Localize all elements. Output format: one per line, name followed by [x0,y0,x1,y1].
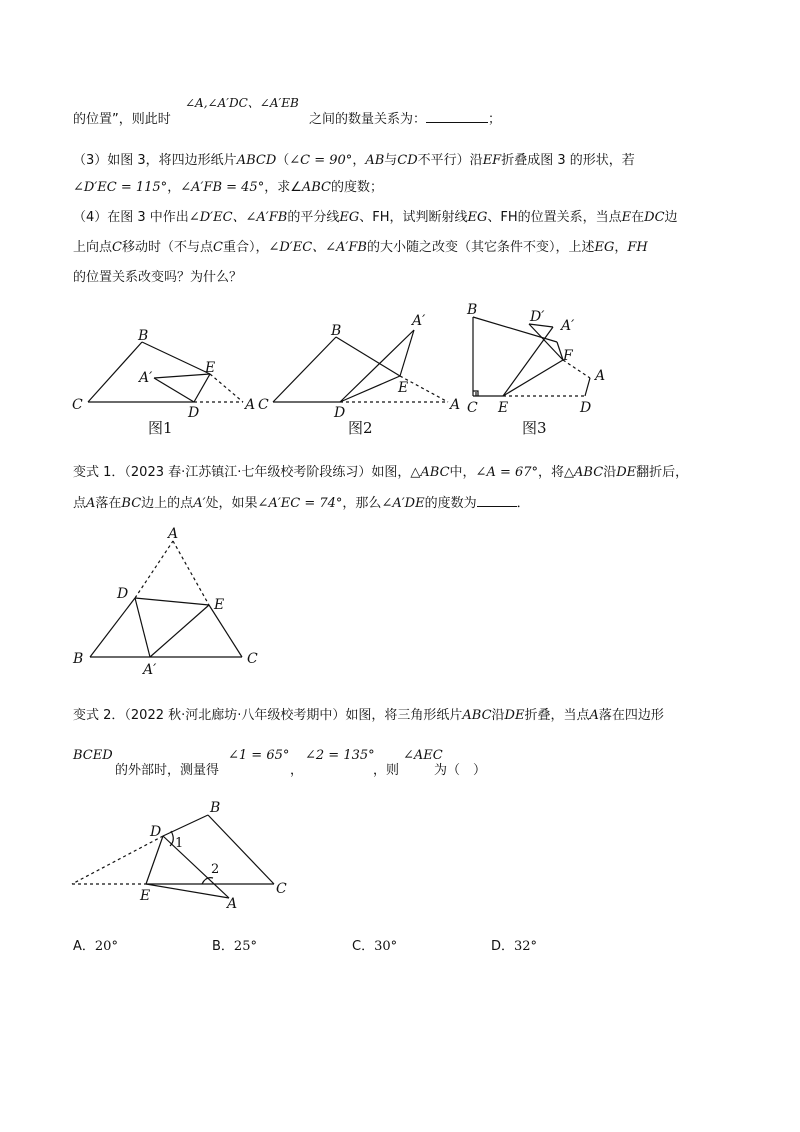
fig3-caption: 图3 [522,419,547,437]
v2-label-D: D [150,824,162,840]
text: 、FH的位置关系，当点 [487,210,622,225]
fig1-label-B: B [138,328,149,344]
math: △ABC [410,465,450,480]
text: ，求∠ [264,180,302,195]
fig3-label-C: C [467,400,478,416]
math: DE [616,465,637,480]
text: 的度数； [331,180,384,195]
fig2-caption: 图2 [348,419,373,437]
v2-label-A: A [227,896,238,912]
option-value: 30° [374,939,398,954]
text: （4）在图 3 中作出 [73,210,189,225]
text: ， [352,153,366,168]
text: 变式 1．（2023 春·江苏镇江·七年级校考阶段练习）如图， [73,465,411,480]
v2-ang: ∠AEC [403,748,443,763]
text: ， [167,180,181,195]
text: 沿 [491,708,505,723]
fig1-label-C: C [72,397,83,413]
text: 的平分线 [287,210,340,225]
fig1-label-D: D [188,405,200,421]
text: 点 [73,496,87,511]
fig3-label-E: E [498,400,509,416]
text: 重合）， [222,240,269,255]
option-a[interactable] [73,935,118,954]
fig3-label-A1: A′ [561,318,575,334]
text: （ [276,153,290,168]
q2-prefix: 的位置”，则此时 [73,112,171,127]
math: A [589,708,599,723]
text: 处，如果 [205,496,258,511]
text: 中， [449,465,476,480]
v2-line-2b: ，则 [373,763,400,778]
v2-label-E: E [140,888,151,904]
text: 边上的点 [141,496,194,511]
option-d[interactable] [491,935,537,954]
v1-label-B: B [73,651,84,667]
fig2-label-C: C [258,397,269,413]
figure-2 [273,330,448,402]
fig1-label-A: A [245,397,256,413]
math: EG [467,210,488,225]
fig3-label-D1: D′ [530,309,545,325]
fig1-caption: 图1 [148,419,173,437]
option-c[interactable] [352,935,397,954]
option-value: 20° [94,939,118,954]
figure-1 [88,342,243,402]
text: 的度数为 [424,496,477,511]
fig1-label-E: E [205,360,216,376]
option-b[interactable] [212,935,257,954]
v2-cond2: ∠2 = 135° [305,748,375,763]
fig2-label-E: E [398,380,409,396]
math: BC [121,496,142,511]
math: ∠A = 67° [475,465,539,480]
v2-line-1 [73,708,664,724]
text: 不平行）沿 [417,153,483,168]
fig3-label-A: A [595,368,606,384]
v2-sep: ， [290,763,304,778]
option-label: A． [73,939,95,954]
q2-end: ； [488,112,502,127]
text: 折叠，当点 [524,708,590,723]
v1-label-D: D [117,586,129,602]
math: ∠D′EC、∠A′FB [268,240,367,255]
v1-line-1 [73,465,688,481]
math: A [86,496,96,511]
option-label: B． [212,939,234,954]
math: E [621,210,632,225]
text: 落在 [95,496,122,511]
fig2-label-A1: A′ [412,313,426,329]
math: FH [627,240,648,255]
v2-label-2: 2 [211,862,220,877]
v2-line-2c: 为（ ） [434,763,487,778]
math: DC [644,210,665,225]
math: EG [594,240,615,255]
v2-bced: BCED [73,748,113,763]
text: 、FH，试判断射线 [359,210,468,225]
math: AB [365,153,385,168]
text: 翻折后， [636,465,689,480]
v1-label-A: A [168,526,179,542]
math: ∠D′EC、∠A′FB [188,210,288,225]
q2-suffix: 之间的数量关系为： [309,112,427,127]
text: 的大小随之改变（其它条件不变），上述 [366,240,595,255]
math: ABC [301,180,332,195]
text: 与 [384,153,398,168]
fig2-label-B: B [331,323,342,339]
math: ∠A′DE [381,496,425,511]
text: （3）如图 3，将四边形纸片 [73,153,237,168]
text: 变式 2．（2022 秋·河北廊坊·八年级校考期中）如图，将三角形纸片 [73,708,463,723]
math: ∠A′FB = 45° [180,180,265,195]
text: ． [516,496,530,511]
math: EF [482,153,502,168]
answer-blank[interactable] [477,496,517,507]
text: 落在四边形 [598,708,664,723]
math: ∠D′EC = 115° [73,180,168,195]
v1-line-2 [73,496,530,512]
v2-cond1: ∠1 = 65° [228,748,290,763]
text: ， [614,240,628,255]
q4-line-3: 的位置关系改变吗？为什么？ [73,270,243,285]
math: ∠C = 90° [289,153,353,168]
fig3-label-D: D [580,400,592,416]
fig2-label-A: A [450,397,461,413]
text: 沿 [603,465,617,480]
v2-label-C: C [276,881,287,897]
text: 上向点 [73,240,113,255]
v2-label-1: 1 [175,836,184,851]
v1-label-C: C [247,651,258,667]
math: CD [397,153,418,168]
math: ∠A′EC = 74° [257,496,343,511]
fig2-label-D: D [334,405,346,421]
math: △ABC [564,465,604,480]
math: A′ [193,496,206,511]
angles-expression: ∠A,∠A′DC、∠A′EB [185,96,299,110]
fig3-label-B: B [467,302,478,318]
fig1-label-A1: A′ [139,370,153,386]
text: 折叠成图 3 的形状，若 [501,153,635,168]
v1-label-A1: A′ [143,662,157,678]
text: ，那么 [342,496,382,511]
text: 边 [664,210,678,225]
v2-line-2a: 的外部时，测量得 [115,763,220,778]
math: C [212,240,223,255]
option-value: 25° [233,939,257,954]
variant2-figure [72,815,274,898]
option-label: C． [352,939,375,954]
v1-label-E: E [214,597,225,613]
fig3-label-F: F [563,348,573,364]
option-value: 32° [514,939,538,954]
math: DE [504,708,525,723]
math: C [112,240,122,255]
math: EG [339,210,360,225]
text: ，将 [538,465,565,480]
text: 移动时（不与点 [121,240,213,255]
text: 在 [631,210,645,225]
math: ABC [462,708,492,723]
v2-label-B: B [210,800,221,816]
math: ABCD [236,153,277,168]
option-label: D． [491,939,515,954]
